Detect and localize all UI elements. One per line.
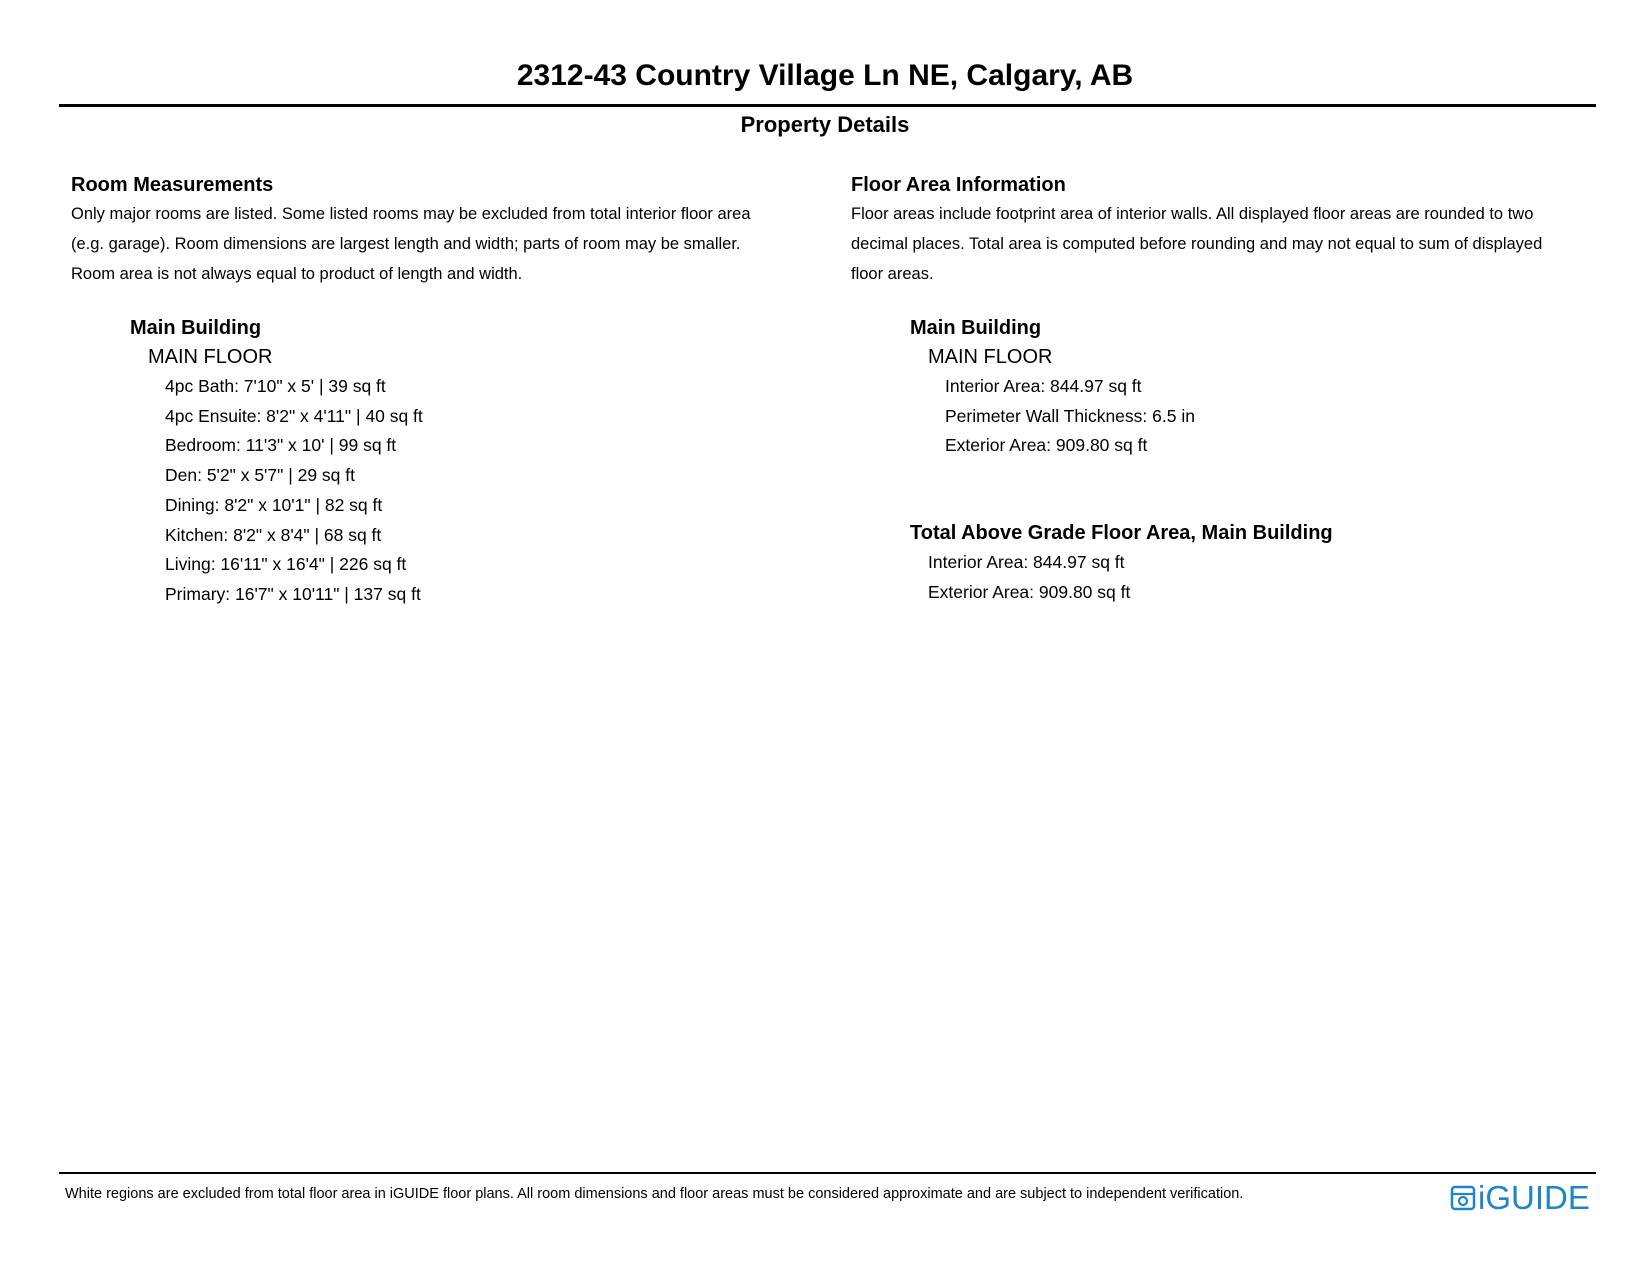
room-measurements-description-line: (e.g. garage). Room dimensions are largest length and width; parts of room may be smaller. xyxy=(71,235,741,253)
room-building-block xyxy=(130,313,811,610)
total-area-item: Interior Area: 844.97 sq ft xyxy=(928,552,1125,573)
room-measurements-description-line: Only major rooms are listed. Some listed rooms may be excluded from total interior floor area xyxy=(71,205,751,223)
room-item: Kitchen: 8'2" x 8'4" | 68 sq ft xyxy=(165,524,382,545)
floor-heading: MAIN FLOOR xyxy=(148,346,273,368)
room-item: 4pc Bath: 7'10" x 5' | 39 sq ft xyxy=(165,376,386,396)
header-divider xyxy=(59,104,1596,107)
building-heading: Main Building xyxy=(910,317,1042,339)
floor-heading: MAIN FLOOR xyxy=(928,346,1053,368)
floor-area-heading: Floor Area Information xyxy=(851,174,1066,196)
floor-area-building-block xyxy=(910,313,1611,461)
floor-area-item: Exterior Area: 909.80 sq ft xyxy=(945,435,1148,456)
iguide-logo xyxy=(1450,1180,1590,1216)
floor-area-section xyxy=(851,171,1611,608)
building-heading: Main Building xyxy=(130,317,262,339)
total-area-heading: Total Above Grade Floor Area, Main Building xyxy=(910,522,1333,545)
room-item: Dining: 8'2" x 10'1" | 82 sq ft xyxy=(165,494,383,515)
room-item: Living: 16'11" x 16'4" | 226 sq ft xyxy=(165,554,407,575)
room-measurements-description-line: Room area is not always equal to product of length and width. xyxy=(71,265,523,283)
floor-area-description-line: Floor areas include footprint area of interior walls. All displayed floor areas are rounded to two xyxy=(851,205,1534,223)
floor-area-item: Interior Area: 844.97 sq ft xyxy=(945,376,1142,396)
room-item: Den: 5'2" x 5'7" | 29 sq ft xyxy=(165,465,356,486)
room-item: Primary: 16'7" x 10'11" | 137 sq ft xyxy=(165,583,421,604)
total-area-item: Exterior Area: 909.80 sq ft xyxy=(928,581,1131,602)
camera-icon xyxy=(1450,1184,1476,1212)
room-measurements-heading: Room Measurements xyxy=(71,174,274,196)
floor-area-item: Perimeter Wall Thickness: 6.5 in xyxy=(945,405,1195,426)
page-title: 2312-43 Country Village Ln NE, Calgary, AB xyxy=(516,59,1134,92)
room-item: Bedroom: 11'3" x 10' | 99 sq ft xyxy=(165,435,397,456)
room-measurements-section xyxy=(71,171,811,610)
logo-text: iGUIDE xyxy=(1478,1179,1590,1216)
footer-divider xyxy=(59,1172,1596,1174)
page-subtitle: Property Details xyxy=(740,112,910,137)
room-item: 4pc Ensuite: 8'2" x 4'11" | 40 sq ft xyxy=(165,405,423,426)
floor-area-description-line: decimal places. Total area is computed before rounding and may not equal to sum of displayed xyxy=(851,235,1543,253)
floor-area-description-line: floor areas. xyxy=(851,265,934,283)
total-area-block xyxy=(910,518,1611,607)
footer-disclaimer: White regions are excluded from total floor area in iGUIDE floor plans. All room dimensions and floor areas must be considered approximate and are subject to independent verification. xyxy=(65,1186,1244,1202)
